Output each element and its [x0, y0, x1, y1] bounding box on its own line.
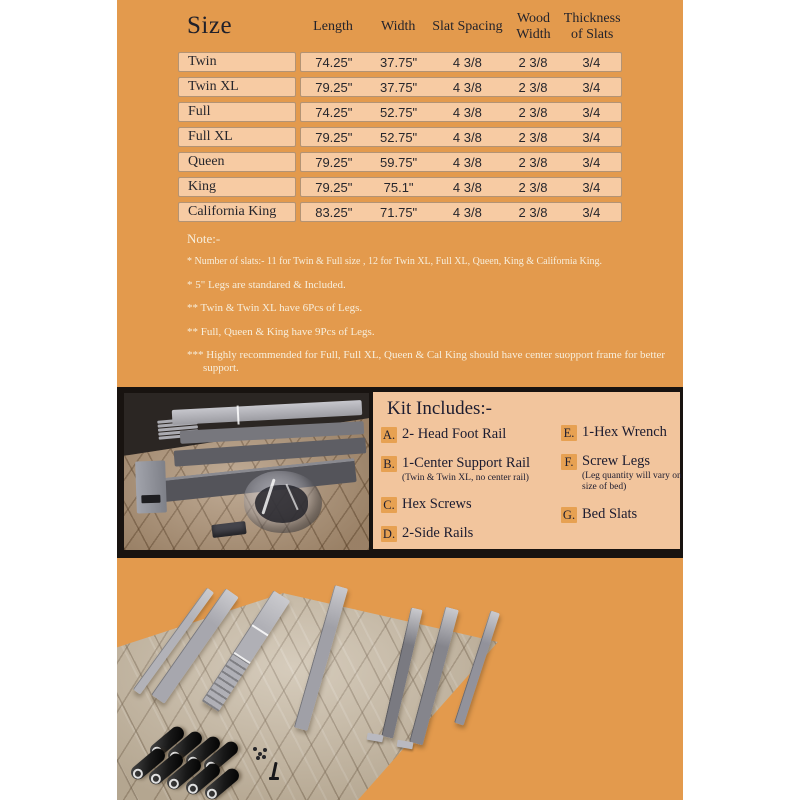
table-cell: 2 3/8	[518, 179, 548, 195]
table-cell: 3/4	[582, 54, 601, 70]
column-header: Wood Width	[516, 11, 551, 42]
table-cell: 3/4	[582, 104, 601, 120]
table-row	[117, 52, 683, 72]
table-row	[117, 102, 683, 122]
kit-item-subtext: (Twin & Twin XL, no center rail)	[402, 473, 529, 483]
packed-rails-photo	[124, 393, 369, 550]
table-cell: 74.25"	[315, 54, 353, 70]
kit-item-letter-badge: E.	[561, 425, 577, 441]
table-cell: 74.25"	[315, 104, 353, 120]
screws	[253, 747, 257, 751]
table-cell: 3/4	[582, 154, 601, 170]
kit-item-label: 1-Hex Wrench	[582, 424, 667, 440]
note-item: * 5" Legs are standared & Included.	[187, 278, 346, 291]
table-cell: 3/4	[582, 129, 601, 145]
row-values	[300, 102, 622, 122]
row-size-label: California King	[178, 202, 296, 222]
table-cell: 3/4	[582, 204, 601, 220]
hex-wrench-icon	[269, 777, 279, 780]
kit-item-line	[561, 506, 677, 523]
table-cell: 2 3/8	[518, 154, 548, 170]
row-values	[300, 152, 622, 172]
kit-item-label: Bed Slats	[582, 505, 638, 522]
table-cell: 2 3/8	[518, 204, 548, 220]
note-item: ** Twin & Twin XL have 6Pcs of Legs.	[187, 302, 363, 315]
size-table-title: Size	[187, 12, 233, 39]
row-size-label: Twin	[178, 52, 296, 72]
table-cell: 2 3/8	[518, 129, 548, 145]
black-strip	[117, 387, 683, 558]
kit-item-letter-badge: C.	[381, 497, 397, 513]
kit-item-subtext: (Leg quantity will vary on size of bed)	[582, 471, 682, 493]
kit-item	[561, 453, 682, 494]
note-item: * Number of slats:- 11 for Twin & Full size , 12 for Twin XL, Full XL, Queen, King & California King.	[187, 256, 603, 267]
kit-item-label: 2- Head Foot Rail	[402, 426, 507, 442]
table-row	[117, 177, 683, 197]
table-cell: 79.25"	[315, 129, 353, 145]
kit-item-letter-badge: D.	[382, 527, 396, 542]
table-row	[117, 202, 683, 222]
kit-item-line	[561, 453, 677, 470]
table-cell: 71.75"	[380, 204, 418, 220]
table-cell: 37.75"	[380, 54, 418, 70]
table-cell: 4 3/8	[452, 104, 482, 120]
table-row	[117, 77, 683, 97]
table-cell: 37.75"	[380, 79, 418, 95]
notes	[187, 231, 687, 386]
table-row	[117, 152, 683, 172]
kit-item-letter-badge: F.	[561, 454, 577, 470]
row-size-label: Twin XL	[178, 77, 296, 97]
note-item: *** Highly recommended for Full, Full XL, Queen & Cal King should have center suopport frame for better support.	[187, 349, 666, 375]
parts-layout-photo	[117, 558, 683, 800]
kit-column-right	[561, 424, 682, 535]
kit-item-line	[381, 426, 563, 443]
kit-item-line	[381, 455, 563, 472]
row-size-label: Queen	[178, 152, 296, 172]
screws	[256, 756, 260, 760]
kit-item	[561, 506, 677, 523]
table-cell: 2 3/8	[518, 79, 548, 95]
kit-item-letter-badge: B.	[381, 456, 397, 472]
row-values	[300, 77, 622, 97]
row-values	[300, 127, 622, 147]
table-cell: 83.25"	[315, 204, 353, 220]
kit-item-label: Hex Screws	[402, 496, 472, 513]
table-cell: 79.25"	[315, 154, 353, 170]
kit-item	[381, 496, 563, 513]
table-cell: 79.25"	[315, 79, 353, 95]
plastic-hardware-bag	[244, 471, 322, 533]
kit-item-line	[381, 525, 563, 542]
kit-panel	[373, 392, 680, 549]
table-cell: 4 3/8	[452, 204, 482, 220]
notes-list	[187, 256, 687, 375]
table-cell: 52.75"	[380, 129, 418, 145]
bundle-strap	[251, 624, 268, 636]
kit-item-label: 2-Side Rails	[402, 525, 474, 542]
bed-rail	[172, 400, 363, 425]
table-cell: 3/4	[582, 179, 601, 195]
kit-item	[381, 525, 563, 542]
table-cell: 3/4	[582, 79, 601, 95]
kit-title: Kit Includes:-	[387, 398, 493, 419]
kit-item-line	[381, 496, 563, 513]
notes-title: Note:-	[187, 231, 221, 246]
product-sheet	[117, 0, 683, 800]
row-size-label: Full	[178, 102, 296, 122]
column-header: Width	[380, 19, 416, 35]
column-header: Length	[313, 19, 353, 35]
row-values	[300, 177, 622, 197]
table-cell: 75.1"	[383, 179, 414, 195]
kit-column-left	[381, 426, 563, 554]
row-values	[300, 202, 622, 222]
kit-item-letter-badge: G.	[562, 507, 576, 522]
note-item: ** Full, Queen & King have 9Pcs of Legs.	[187, 325, 375, 338]
kit-item-label: 1-Center Support Rail	[402, 455, 531, 471]
kit-item	[381, 426, 563, 443]
row-size-label: King	[178, 177, 296, 197]
table-cell: 4 3/8	[452, 79, 482, 95]
table-cell: 4 3/8	[452, 129, 482, 145]
screws	[263, 748, 267, 752]
size-table-header	[300, 4, 622, 50]
table-cell: 59.75"	[380, 154, 418, 170]
screws	[262, 755, 266, 759]
table-cell: 4 3/8	[452, 54, 482, 70]
table-row	[117, 127, 683, 147]
table-cell: 2 3/8	[518, 54, 548, 70]
bed-rail-end-cap	[135, 460, 167, 513]
column-header: Slat Spacing	[432, 19, 503, 35]
table-cell: 2 3/8	[518, 104, 548, 120]
size-table	[117, 52, 683, 227]
table-cell: 52.75"	[380, 104, 418, 120]
row-values	[300, 52, 622, 72]
kit-item	[561, 424, 677, 441]
kit-item-label: Screw Legs	[582, 453, 651, 469]
kit-item	[381, 455, 563, 484]
kit-item-line	[561, 424, 677, 441]
table-cell: 79.25"	[315, 179, 353, 195]
table-cell: 4 3/8	[452, 154, 482, 170]
table-cell: 4 3/8	[452, 179, 482, 195]
row-size-label: Full XL	[178, 127, 296, 147]
kit-item-letter-badge: A.	[382, 428, 396, 442]
column-header: Thickness of Slats	[563, 11, 621, 42]
